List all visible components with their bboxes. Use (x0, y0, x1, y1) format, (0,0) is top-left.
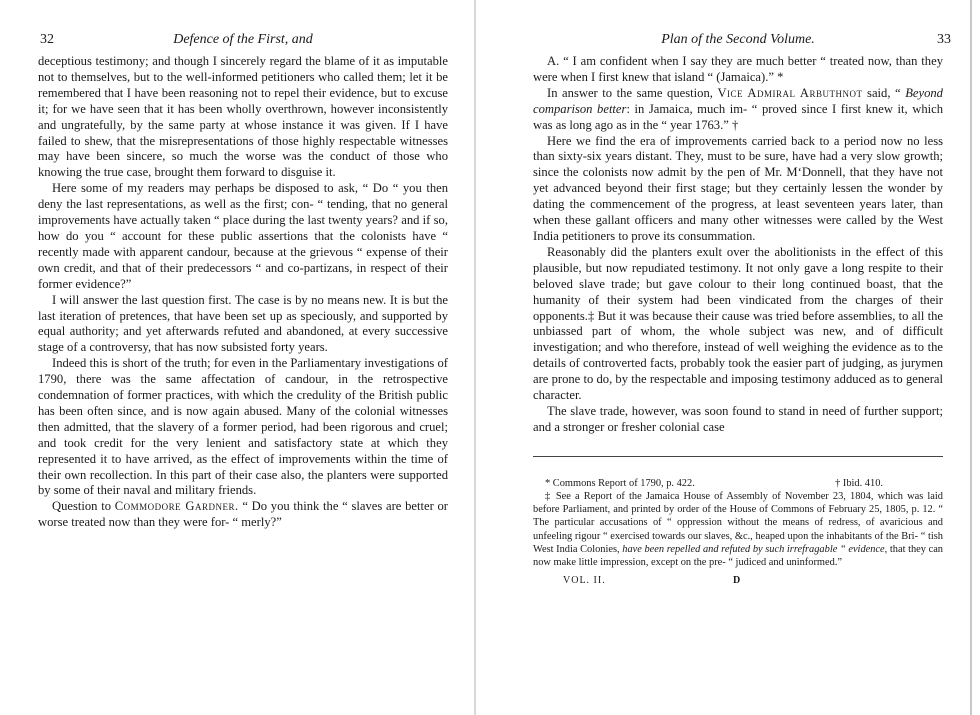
witness-name: Commodore Gardner. (114, 499, 239, 514)
right-paragraph-arbuthnot (533, 86, 943, 134)
left-paragraph: I will answer the last question first. The case is by no means new. It is but the last iteration of pretences, that have been set up as speciously, and supported by equal authority; and yet afterwards refuted and abandoned, at every successive stage of a controversy, that has now subsisted forty years. (38, 292, 448, 355)
right-page-number: 33 (937, 32, 951, 47)
left-paragraph: Here some of my readers may perhaps be disposed to ask, “ Do “ you then deny the last representations, as well as the first; con- “ tending, that no general improvements have actually taken “ place during the last twenty years? and if so, how do you “ account for these public assertions that the colonists have “ recently made with apparent candour, because at the grievous “ expense of their own credit, and that of their predecessors “ and co-partizans, in respect of their former evidence?” (38, 181, 448, 291)
right-page (533, 0, 951, 589)
footnotes (533, 477, 943, 569)
footnote-dagger: † Ibid. 410. (835, 477, 883, 489)
volume-signature: VOL. II. (563, 575, 606, 587)
footnote-rule (533, 456, 943, 457)
footnote-ddagger-italic: have been repelled and refuted by such irrefragable “ evidence, (622, 543, 888, 555)
left-page-number: 32 (40, 32, 54, 47)
left-page (38, 0, 448, 531)
signature-mark: D (733, 575, 741, 587)
right-running-title: Plan of the Second Volume. (661, 32, 815, 47)
book-spine (474, 0, 476, 715)
footnote-ddagger-rest: that they can now make little impression, except on the pre- “ judiced and uninformed.” (533, 543, 943, 568)
left-page-body (38, 54, 448, 531)
footnote-ddagger-text: ‡ See a Report of the Jamaica House of Assembly of November 23, 1804, which was laid before Parliament, and printed by order of the House of Commons of February 25, 1805, p. 12. “ The particular accusations of “ oppression without the means of redress, of avaricious and unfeeling rigour “ exercised towards our slaves, &c., heaped upon the inhabitants of the Bri- “ tish West India Colonies, (533, 490, 943, 555)
arbuthnot-prefix: In answer to the same question, (547, 85, 718, 100)
arbuthnot-quote-italic: Beyond comparison better (533, 85, 943, 116)
question-text: “ Do you think the “ slaves are better or worse treated now than they were for- “ merly?” (38, 499, 448, 530)
left-paragraph-question (38, 499, 448, 531)
right-paragraph-answer: A. “ I am confident when I say they are much better “ treated now, than they were when I first knew that island “ (Jamaica).” * (533, 54, 943, 84)
left-page-header (38, 32, 448, 54)
right-page-body (533, 54, 943, 436)
arbuthnot-rest: : in Jamaica, much im- “ proved since I first knew it, which was as long ago as in the “ year 1763.” † (533, 101, 943, 132)
witness-name: Vice Admiral Arbuthnot (717, 85, 863, 100)
right-paragraph: Reasonably did the planters exult over the abolitionists in the effect of this plausible, but now repudiated testimony. It not only gave a long respite to their beloved slave trade; but gave colour to their long continued boast, that the humanity of their system had been vindicated from the charges of their opponents.‡ But it was because their cause was tried before assemblies, to all the unbiassed part of whom, the whole subject was new, and of difficult investigation; and who therefore, instead of well weighing the evidence as to the details of controverted facts, probably took the easier part of judging, as jurymen are prone to do, by the respectable and imposing testimony adduced as to general character. (533, 244, 943, 403)
right-page-header (533, 32, 951, 54)
right-paragraph: The slave trade, however, was soon found to stand in need of further support; and a stronger or fresher colonial case (533, 403, 943, 434)
footnote-star: * Commons Report of 1790, p. 422. (545, 477, 695, 489)
left-running-title: Defence of the First, and (173, 32, 313, 47)
right-paragraph: Here we find the era of improvements carried back to a period now no less than sixty-six years distant. They, must to be sure, have had a very slow growth; since the colonists now admit by the pen of Mr. M‘Donnell, that they have not yet advanced beyond their first stage; but they certainly lessen the wonder by dating the commencement of the progress, at least seventeen years later, than when these gallant officers and many other witnesses were called by the West India petitioners to prove its consummation. (533, 133, 943, 243)
page-edge (970, 0, 972, 715)
left-paragraph: deceptious testimony; and though I sincerely regard the blame of it as imputable not to themselves, but to the well-informed petitioners who called them; let it be remembered that I have been reasoning not to repel their evidence, but to excuse it; for we have seen that it has been wholly overthrown, however inconsistently and ungratefully, by the same party at whose instance it was given. If I have failed to shew, that the misrepresentations of those highly respectable witnesses may have been sincere, so much the worse was the conduct of those who knowing the true case, brought them forward to disguise it. (38, 54, 448, 180)
left-paragraph: Indeed this is short of the truth; for even in the Parliamentary investigations of 1790, there was the same affectation of candour, in the retrospective condemnation of former practices, with which the credulity of the British public has been often since, and is now again abused. Many of the colonial witnesses then admitted, that the slavery of a former period, had been rigorous and cruel; and took credit for the very lenient and satisfactory state at which they represented it to have arrived, as the effect of improvements within the time of their own recollection. In this part of their case also, the planters were supported by some of their naval and military friends. (38, 356, 448, 498)
arbuthnot-mid: said, “ (862, 85, 906, 100)
signature-line (533, 575, 943, 589)
question-prefix: Question to (52, 499, 115, 514)
footnote-row (533, 477, 943, 490)
footnote-ddagger (533, 490, 943, 569)
